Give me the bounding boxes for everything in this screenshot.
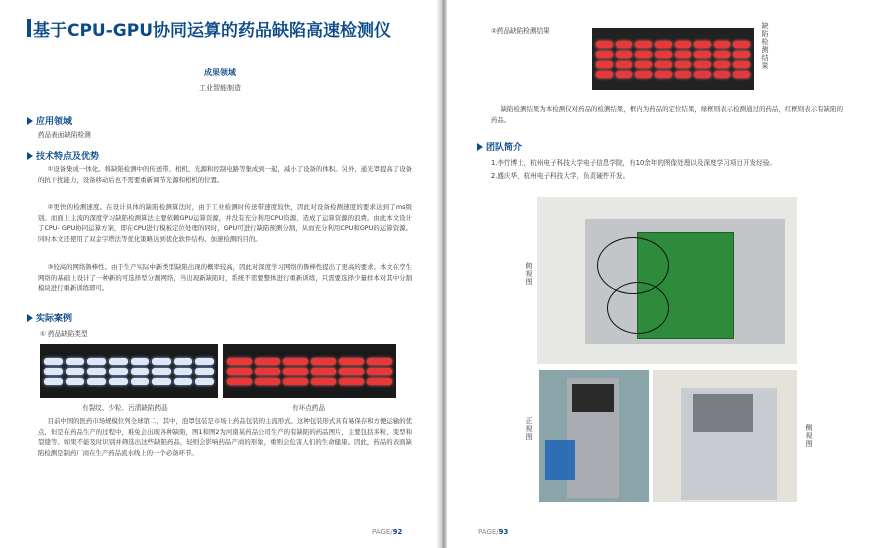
triangle-bullet-icon [27, 152, 33, 160]
application-text: 药品表面缺陷检测 [38, 131, 91, 139]
page-number-right: PAGE/93 [478, 528, 509, 536]
features-heading: 技术特点及优势 [27, 149, 99, 162]
defect-image-red [223, 344, 396, 398]
detection-result-image [592, 28, 754, 90]
page-title: 基于CPU-GPU协同运算的药品缺陷高速检测仪 [33, 21, 392, 41]
result-paragraph: 缺陷检测结果为本检测仪对药品的检测结果，框内为药品的定位结果，绿框则表示检测通过的药品，红框则表示有缺陷的药品。 [491, 105, 843, 124]
result-side-label: 缺陷检测结果 [761, 22, 769, 70]
side-view-photo [653, 370, 797, 502]
label-side-view: 侧视图 [805, 424, 813, 448]
image-caption-right: 有坏点药品 [292, 404, 325, 412]
front-view-photo [539, 370, 649, 502]
case1-label: ① 药品缺陷类型 [40, 330, 88, 338]
field-value: 工业智能制造 [199, 84, 241, 92]
features-paragraph-1: ①设备集成一体化。将缺陷检测中的传送带、相机、光源和控制电路等集成到一起，减小了设备的体积。另外，通光罩提高了设备的抗干扰能力，设备移动后也不需要重新调节光源和相机的位置。 [38, 165, 412, 184]
motor-unit [545, 440, 575, 480]
page-number-left: PAGE/92 [372, 528, 403, 536]
triangle-bullet-icon [477, 143, 483, 151]
image-caption-left: 有裂纹、少粒、污渍缺陷药品 [82, 404, 168, 412]
team-member-1: 1.李竹博士，杭州电子科技大学电子信息学院，有10余年的图像处理以及深度学习项目开发经验。 [491, 159, 777, 167]
left-page [0, 0, 440, 548]
cases-paragraph: 目前中国的医药市场规模位列全球第二，其中，泡罩包装是市场上药品包装的主流形式。这种包装形式具有易保存和方便运输的优点，但是在药品生产的过程中，难免会出现各种缺陷，图1和图2为河南某药品公司生产的有缺陷的药品图片，主要包括多粒、变型和裂缝等。如果不能及时识别并筛选出这些缺陷药品，轻则会影响药品产商的形象，重则会危害人们的生命健康。因此，药品的表面缺陷检测是制药厂商在生产药品流水线上的一个必备环节。 [38, 417, 412, 457]
right-page [447, 0, 887, 548]
title-accent-bar [27, 19, 31, 37]
application-heading: 应用领域 [27, 114, 72, 127]
camera-window [572, 384, 614, 412]
cases-heading: 实际案例 [27, 311, 72, 324]
label-front-view: 正视图 [525, 417, 533, 441]
triangle-bullet-icon [27, 117, 33, 125]
defect-image-blue [40, 344, 218, 398]
features-paragraph-2: ②更快的检测速度。在设计具体的缺陷检测算法时，由于工业检测时传送带速度较快，因此对设备检测速度的要求达到了ms级别。而面上主流的深度学习缺陷检测算法主要依赖GPU运算资源，并没有充分利用CPU资源，造成了运算资源的浪费。由此本文设计了CPU- GPU协同运算方案，即在CPU进行模板定位处理的同时，GPU可进行缺陷预测分割，从而充分利用CPU和GPU的运算资源。同时本文还使用了双金字塔法等优化策略达到优化软件结构、加速检测的目的。 [38, 203, 412, 243]
top-view-photo [537, 197, 797, 364]
case2-label: ②药品缺陷检测结果 [491, 27, 550, 35]
field-heading: 成果领域 [204, 68, 236, 77]
triangle-bullet-icon [27, 314, 33, 322]
label-top-view: 俯视图 [525, 262, 533, 286]
team-heading: 团队简介 [477, 140, 522, 153]
top-cover [693, 394, 753, 432]
cable [607, 282, 669, 334]
team-member-2: 2.盛庆华，杭州电子科技大学，负责硬件开发。 [491, 172, 630, 180]
features-paragraph-3: ③较高的网络鲁棒性。由于生产实际中新类型缺陷出现的概率较高，因此对深度学习网络的鲁棒性提出了更高的要求。本文在孪生网络的基础上设计了一种新的可选择型分割网络，当出现新缺陷时，系统不需要整体进行重新训练，只需要选择少量样本对其中分割模块进行重新训练即可。 [38, 263, 412, 293]
